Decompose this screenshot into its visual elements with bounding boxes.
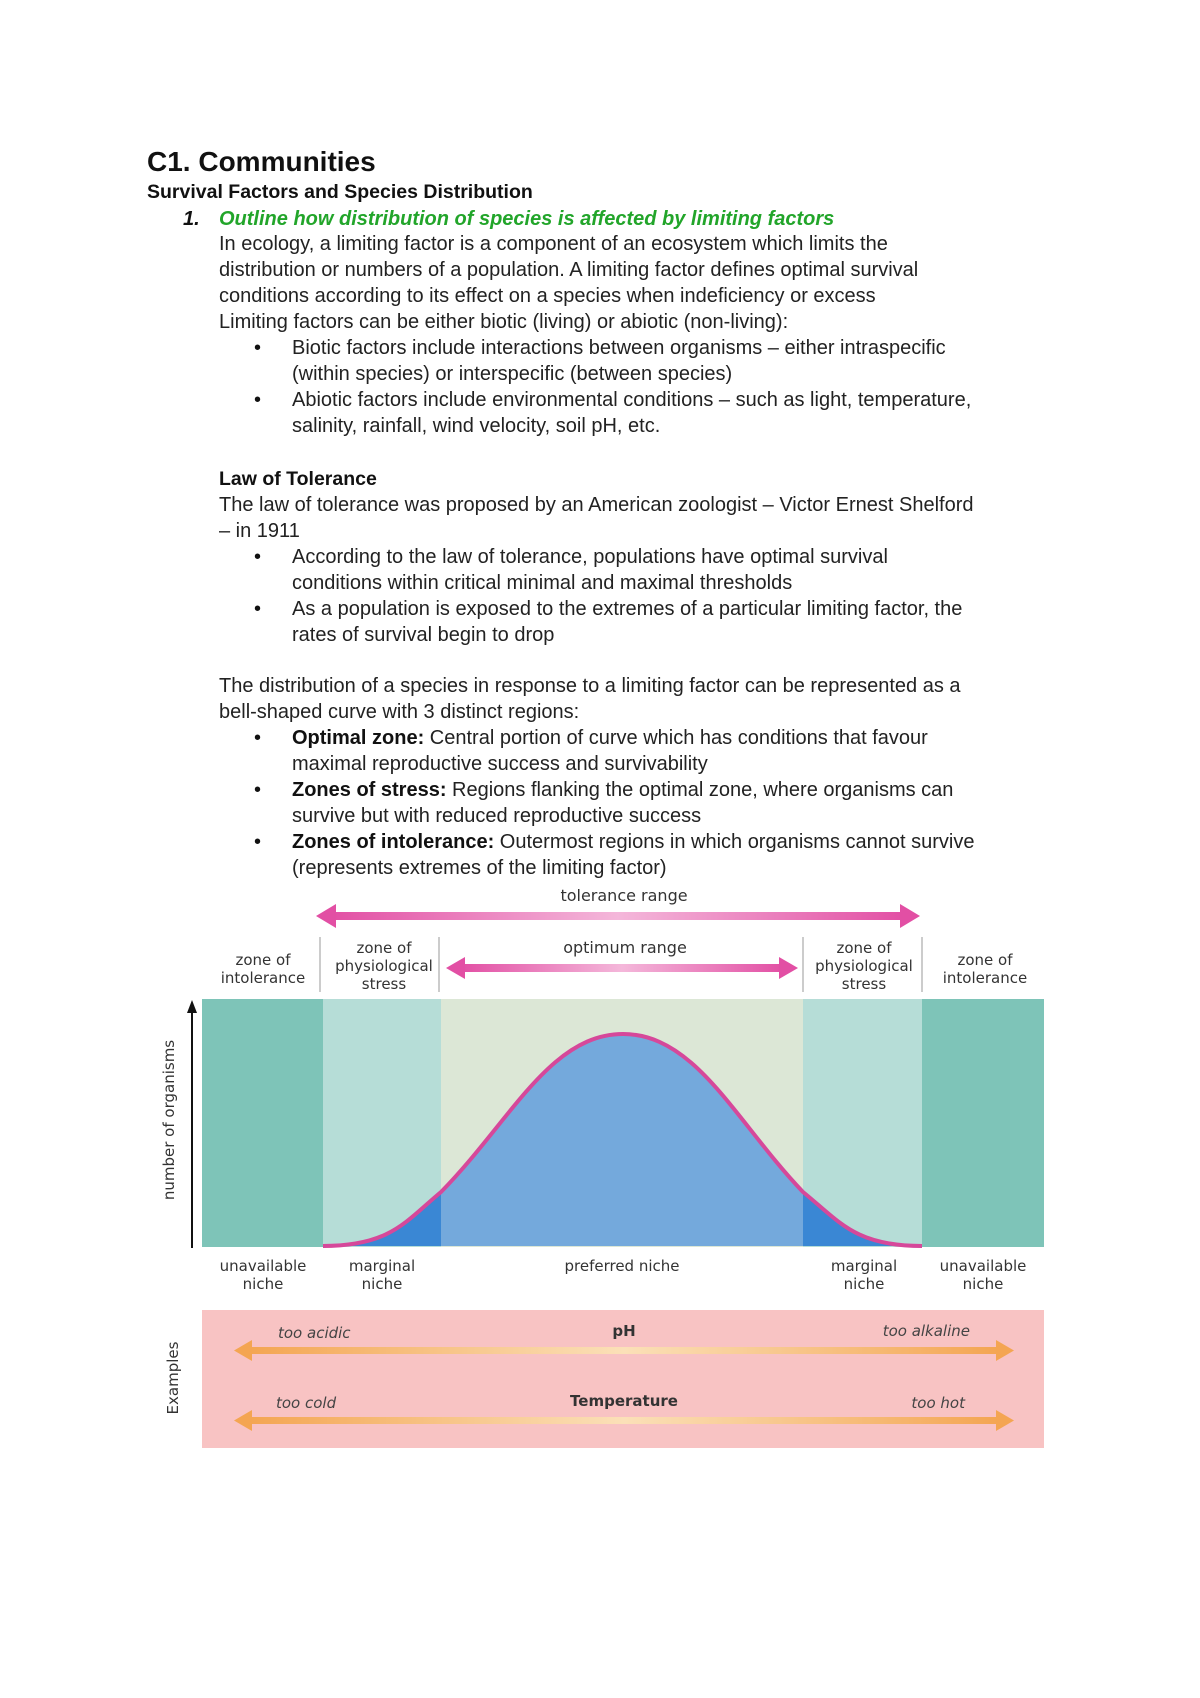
bullet-icon: • (254, 598, 262, 620)
subheading-law-of-tolerance: Law of Tolerance (219, 468, 377, 490)
optimum-range-arrow (446, 957, 798, 979)
temperature-high-label: too hot (911, 1394, 965, 1412)
bullet-line: (within species) or interspecific (between species) (292, 363, 733, 385)
bullet-line: According to the law of tolerance, populations have optimal survival (292, 546, 888, 568)
bullet-line: rates of survival begin to drop (292, 624, 555, 646)
intolerance-zone-right (922, 999, 1044, 1247)
intro-line: Limiting factors can be either biotic (living) or abiotic (non-living): (219, 311, 789, 333)
examples-label: Examples (164, 1341, 182, 1415)
intro-line: distribution or numbers of a population. A limiting factor defines optimal survival (219, 259, 919, 281)
bullet-line: (represents extremes of the limiting factor) (292, 857, 667, 879)
tolerance-range-label: tolerance range (560, 886, 688, 905)
optimum-range-label: optimum range (563, 938, 687, 957)
niche-marginal-label: marginal (348, 1257, 416, 1275)
niche-marginal-label: niche (843, 1275, 885, 1293)
niche-unavailable-label: niche (962, 1275, 1004, 1293)
page-title: C1. Communities (147, 146, 376, 177)
niche-unavailable-label: unavailable (219, 1257, 307, 1275)
bullet-line: As a population is exposed to the extremes of a particular limiting factor, the (292, 598, 963, 620)
zone-intolerance-label: zone of (235, 951, 291, 969)
distribution-intro-line: The distribution of a species in response to a limiting factor can be represented as a (219, 675, 961, 697)
niche-unavailable-label: unavailable (939, 1257, 1027, 1275)
ph-high-label: too alkaline (882, 1322, 970, 1340)
question-number: 1. (183, 208, 200, 230)
question-title: Outline how distribution of species is affected by limiting factors (219, 208, 835, 230)
bullet-line: survive but with reduced reproductive success (292, 805, 702, 827)
ph-low-label: too acidic (278, 1324, 351, 1342)
zone-stress-label: zone of (836, 939, 892, 957)
zone-stress-label: stress (841, 975, 887, 993)
intolerance-zone-left (202, 999, 323, 1247)
bullet-icon: • (254, 779, 262, 801)
distribution-intro-line: bell-shaped curve with 3 distinct regions: (219, 701, 580, 723)
tolerance-intro-line: – in 1911 (219, 520, 300, 542)
zone-intolerance-label: intolerance (220, 969, 306, 987)
zone-bullet (292, 777, 1072, 803)
niche-preferred-label: preferred niche (564, 1257, 680, 1275)
y-axis-label: number of organisms (160, 1039, 178, 1201)
intro-line: In ecology, a limiting factor is a component of an ecosystem which limits the (219, 233, 888, 255)
zone-term: Zones of stress: (292, 779, 447, 801)
zone-term: Optimal zone: (292, 727, 425, 749)
zone-desc: Outermost regions in which organisms cannot survive (494, 831, 975, 853)
zone-bullet (292, 829, 1072, 855)
zone-intolerance-label: zone of (957, 951, 1013, 969)
zone-desc: Regions flanking the optimal zone, where organisms can (446, 779, 954, 801)
bullet-line: salinity, rainfall, wind velocity, soil pH, etc. (292, 415, 661, 437)
bullet-line: Biotic factors include interactions between organisms – either intraspecific (292, 337, 946, 359)
zone-stress-label: stress (361, 975, 407, 993)
bullet-icon: • (254, 831, 262, 853)
niche-marginal-label: marginal (830, 1257, 898, 1275)
bullet-line: Abiotic factors include environmental conditions – such as light, temperature, (292, 389, 972, 411)
ph-label: pH (612, 1322, 636, 1340)
bullet-icon: • (254, 727, 262, 749)
tolerance-intro-line: The law of tolerance was proposed by an American zoologist – Victor Ernest Shelford (219, 494, 974, 516)
bullet-icon: • (254, 337, 262, 359)
zone-bullet (292, 725, 1072, 751)
tolerance-range-arrow (316, 904, 920, 928)
niche-unavailable-label: niche (242, 1275, 284, 1293)
zone-desc: Central portion of curve which has conditions that favour (424, 727, 928, 749)
niche-marginal-label: niche (361, 1275, 403, 1293)
tolerance-diagram (160, 882, 1060, 1452)
y-axis (187, 1000, 197, 1248)
zone-stress-label: zone of (356, 939, 412, 957)
intro-line: conditions according to its effect on a species when indeficiency or excess (219, 285, 876, 307)
temperature-label: Temperature (570, 1392, 678, 1410)
section-heading: Survival Factors and Species Distribution (147, 181, 533, 203)
zone-term: Zones of intolerance: (292, 831, 495, 853)
bullet-icon: • (254, 546, 262, 568)
zone-stress-label: physiological (815, 957, 913, 975)
bullet-icon: • (254, 389, 262, 411)
zone-intolerance-label: intolerance (942, 969, 1028, 987)
zone-stress-label: physiological (335, 957, 433, 975)
bullet-line: maximal reproductive success and survivability (292, 753, 708, 775)
bullet-line: conditions within critical minimal and maximal thresholds (292, 572, 793, 594)
temperature-low-label: too cold (276, 1394, 337, 1412)
